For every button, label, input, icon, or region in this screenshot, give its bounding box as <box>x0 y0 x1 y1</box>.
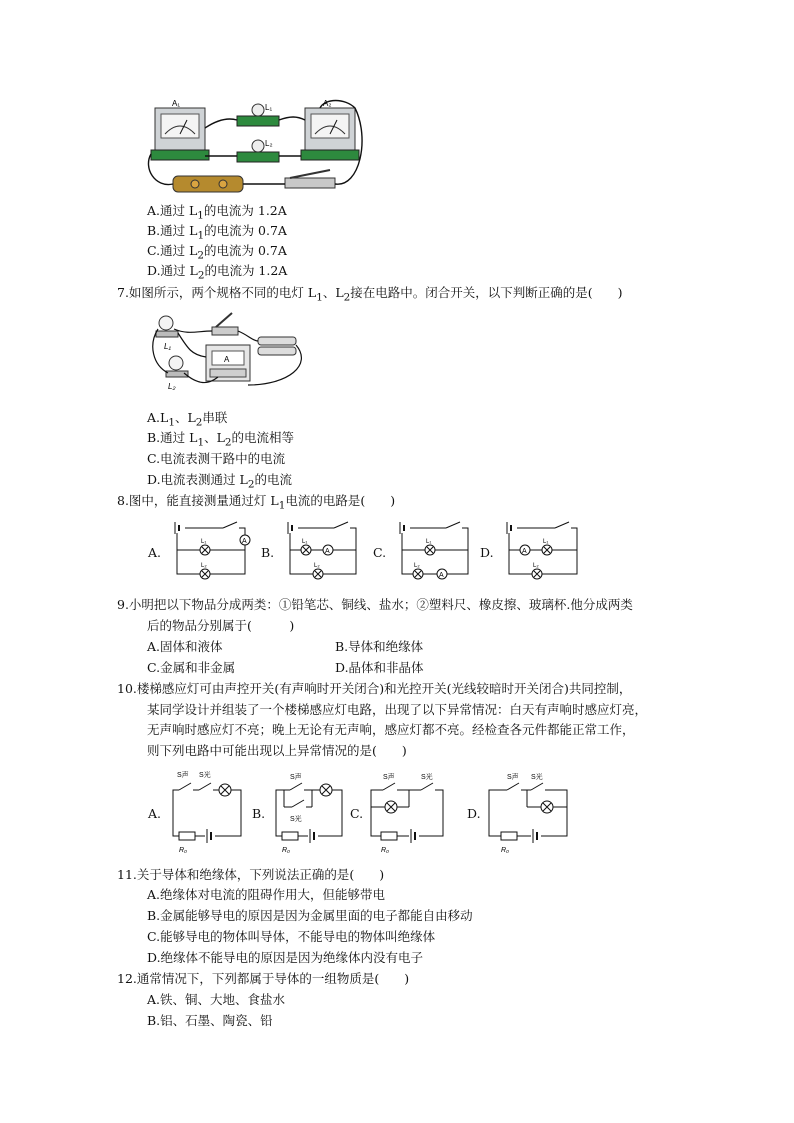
q10b-s-light: S光 <box>290 816 302 823</box>
q9-option-b: B.导体和绝缘体 <box>335 639 424 654</box>
q12-option-b: B.铝、石墨、陶瓷、铅 <box>147 1013 273 1028</box>
q8b-l1: L₁ <box>302 539 308 545</box>
q8c-l1: L₁ <box>426 539 432 545</box>
q8a-l1: L₁ <box>201 539 207 545</box>
q9-option-c: C.金属和非金属 <box>147 660 236 675</box>
q6-label-a2: A₂ <box>323 99 332 108</box>
q10d-r0: R₀ <box>501 847 510 854</box>
q11-option-d: D.绝缘体不能导电的原因是因为绝缘体内没有电子 <box>147 950 424 965</box>
q9-option-a: A.固体和液体 <box>147 639 223 654</box>
q8a-l2: L₂ <box>201 563 207 569</box>
q9-stem-line1: 9.小明把以下物品分成两类：①铅笔芯、铜线、盐水；②塑料尺、橡皮擦、玻璃杯.他分成两类 <box>117 597 633 612</box>
q8-stem: 8.图中，能直接测量通过灯 $L_1$电流的电路是( ) <box>117 493 396 512</box>
q10-stem-line4: 则下列电路中可能出现以上异常情况的是( ) <box>147 743 407 758</box>
q7-option-c: C.电流表测干路中的电流 <box>147 451 286 466</box>
q10b-s-sound: S声 <box>290 774 302 781</box>
q11-option-a: A.绝缘体对电流的阻碍作用大，但能够带电 <box>147 887 386 902</box>
q10a-s-light: S光 <box>199 772 211 779</box>
q8-label-c: C. <box>373 545 387 560</box>
q12-stem: 12.通常情况下，下列都属于导体的一组物质是( ) <box>117 971 410 986</box>
q10-circuit-b <box>268 765 348 855</box>
q7-circuit-photo <box>148 305 318 395</box>
q6-label-l2: L₂ <box>265 139 273 148</box>
q10-stem-line3: 无声响时感应灯不亮；晚上无论有无声响，感应灯都不亮。经检查各元件都能正常工作， <box>147 722 635 737</box>
q10-label-a: A. <box>148 806 162 821</box>
q7-label-a: A <box>224 355 230 364</box>
q10c-s-light: S光 <box>421 774 433 781</box>
q12-option-a: A.铁、铜、大地、食盐水 <box>147 992 286 1007</box>
q10-label-c: C. <box>350 806 364 821</box>
q7-option-d: D.电流表测通过 $L_2$的电流 <box>147 472 292 491</box>
q10-circuit-d <box>483 765 573 855</box>
q8b-ammeter: A <box>325 548 330 555</box>
q8-label-d: D. <box>480 545 494 560</box>
q8-circuit-c <box>390 520 480 582</box>
q8-circuit-a <box>165 520 257 580</box>
q10-circuit-a <box>165 765 245 855</box>
q8d-ammeter: A <box>522 548 527 555</box>
q10-stem-line1: 10.楼梯感应灯可由声控开关(有声响时开关闭合)和光控开关(光线较暗时开关闭合)共同控制， <box>117 681 632 696</box>
q8a-ammeter: A <box>242 538 247 545</box>
q10c-r0: R₀ <box>381 847 390 854</box>
q6-option-a: A.通过 $L_1$的电流为 1.2A <box>147 203 287 222</box>
q7-stem: 7.如图所示，两个规格不同的电灯 $L_1$、$L_2$接在电路中。闭合开关，以下判断正确的是( ) <box>117 285 623 304</box>
q11-option-c: C.能够导电的物体叫导体，不能导电的物体叫绝缘体 <box>147 929 436 944</box>
q6-option-c: C.通过 $L_2$的电流为 0.7A <box>147 243 287 262</box>
q7-option-a: $A.L_1$、$L_2$串联 <box>147 410 228 429</box>
q8c-l2: L₂ <box>414 563 420 569</box>
q10d-s-light: S光 <box>531 774 543 781</box>
q10b-r0: R₀ <box>282 847 291 854</box>
q8d-l2: L₂ <box>533 563 539 569</box>
q8c-ammeter: A <box>439 572 444 579</box>
q8-circuit-d <box>497 520 589 582</box>
q6-option-d: D.通过 $L_2$的电流为 1.2A <box>147 263 288 282</box>
q7-option-b: B.通过 $L_1$、$L_2$的电流相等 <box>147 430 295 449</box>
q10d-s-sound: S声 <box>507 774 519 781</box>
q9-option-d: D.晶体和非晶体 <box>335 660 424 675</box>
q10a-r0: R₀ <box>179 847 188 854</box>
q10c-s-sound: S声 <box>383 774 395 781</box>
q8-circuit-b <box>278 520 368 580</box>
q7-label-l2: L₂ <box>168 382 176 391</box>
q10-label-b: B. <box>252 806 266 821</box>
q11-stem: 11.关于导体和绝缘体，下列说法正确的是( ) <box>117 867 385 882</box>
q7-label-l1: L₁ <box>164 342 171 351</box>
q10-label-d: D. <box>467 806 481 821</box>
q8d-l1: L₁ <box>543 539 549 545</box>
q6-label-l1: L₁ <box>265 103 273 112</box>
q10-stem-line2: 某同学设计并组装了一个楼梯感应灯电路，出现了以下异常情况：白天有声响时感应灯亮， <box>147 702 648 717</box>
q11-option-b: B.金属能够导电的原因是因为金属里面的电子都能自由移动 <box>147 908 473 923</box>
q8-label-a: A. <box>148 545 162 560</box>
q6-option-b: B.通过 $L_1$的电流为 0.7A <box>147 223 287 242</box>
q6-label-a1: A₁ <box>172 99 181 108</box>
q8b-l2: L₂ <box>314 563 320 569</box>
q6-circuit-photo <box>145 98 370 198</box>
q10a-s-sound: S声 <box>177 772 189 779</box>
q8-label-b: B. <box>261 545 275 560</box>
q10-circuit-c <box>365 765 450 855</box>
q9-stem-line2: 后的物品分别属于( ) <box>147 618 295 633</box>
